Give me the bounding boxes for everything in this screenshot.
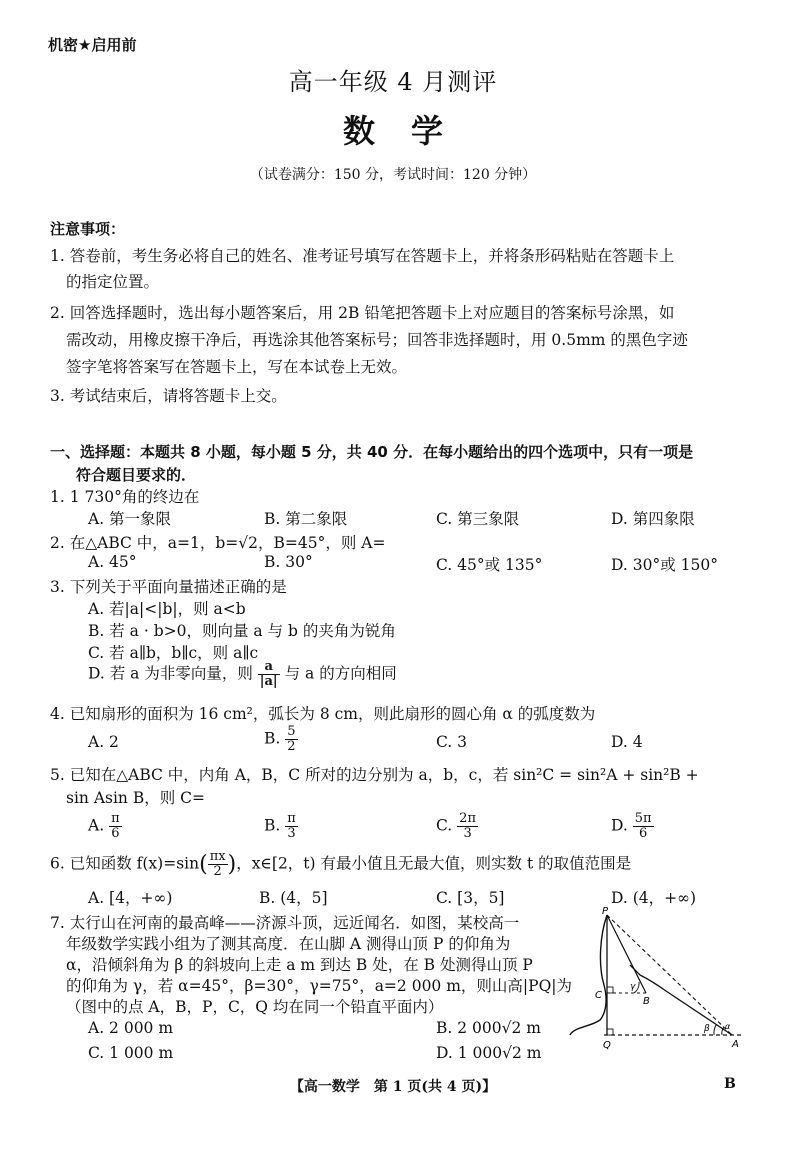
q5-d-numerator: 5π: [634, 811, 652, 826]
notice-line: 需改动，用橡皮擦干净后，再选涂其他答案标号；回答非选择题时，用 0.5mm 的黑色字迹: [66, 331, 688, 349]
question-7-line: 年级数学实践小组为了测其高度．在山脚 A 测得山顶 P 的仰角为: [66, 935, 511, 953]
angle-gamma-label: γ: [630, 982, 636, 992]
subject-title: 数学: [342, 112, 479, 150]
point-p-label: P: [602, 906, 609, 917]
question-7-line: 7. 太行山在河南的最高峰——济源斗顶，远近闻名．如图，某校高一: [50, 914, 520, 932]
q3-option-b: B. 若 a · b>0，则向量 a 与 b 的夹角为锐角: [88, 622, 396, 640]
q5-b-prefix: B.: [264, 816, 281, 835]
q5-option-a: [88, 812, 122, 841]
notice-heading: 注意事项：: [50, 220, 126, 238]
q7-option-b: B. 2 000√2 m: [436, 1019, 541, 1037]
q1-option-b: B. 第二象限: [264, 510, 348, 528]
point-c-label: C: [595, 990, 602, 1001]
q5-d-prefix: D.: [611, 816, 628, 835]
q6-option-c: C. [3，5]: [436, 889, 505, 907]
mountain-outline: [570, 915, 607, 1035]
q6-left-paren: (: [199, 852, 208, 877]
question-1-stem: 1. 1 730°角的终边在: [50, 488, 200, 506]
point-b-label: B: [643, 996, 650, 1007]
right-angle-c: [607, 987, 613, 993]
q7-option-c: C. 1 000 m: [88, 1044, 174, 1062]
angle-alpha-label: α: [725, 1022, 731, 1031]
q5-d-fraction: [633, 812, 654, 841]
q4-b-numerator: 5: [287, 724, 296, 739]
q5-a-numerator: π: [111, 811, 120, 826]
q6-option-a: A. [4，+∞): [88, 889, 173, 907]
page-footer: 【高一数学 第 1 页(共 4 页)】: [289, 1079, 497, 1095]
notice-line: 1. 答卷前，考生务必将自己的姓名、准考证号填写在答题卡上，并将条形码粘贴在答题卡上: [50, 247, 675, 265]
section-heading: [50, 441, 740, 487]
q6-stem-prefix: 6. 已知函数 f(x)=sin: [50, 854, 200, 873]
q7-option-d: D. 1 000√2 m: [436, 1044, 542, 1062]
notice-line: 的指定位置。: [66, 273, 160, 291]
q3-d-suffix: 与 a 的方向相同: [284, 664, 397, 683]
q5-option-c: [436, 812, 478, 841]
q4-option-b: [264, 725, 298, 754]
q5-a-prefix: A.: [88, 816, 105, 835]
question-6-stem: [50, 850, 631, 879]
point-q-label: Q: [603, 1040, 611, 1051]
notice-line: 2. 回答选择题时，选出每小题答案后，用 2B 铅笔把答题卡上对应题目的答案标号涂黑，如: [50, 304, 675, 322]
question-7-line: （图中的点 A，B，P，C，Q 均在同一个铅直平面内）: [66, 998, 444, 1016]
question-5-stem-1: 5. 已知在△ABC 中，内角 A，B，C 所对的边分别为 a，b，c，若 sin²C = sin²A + sin²B +: [50, 766, 699, 784]
point-a-label: A: [732, 1039, 739, 1050]
q4-option-c: C. 3: [436, 733, 468, 751]
q3-option-d: [88, 660, 397, 689]
line-pa: [607, 915, 732, 1035]
q5-c-numerator: 2π: [459, 811, 476, 826]
q3-d-numerator: a: [258, 660, 280, 675]
q5-c-prefix: C.: [436, 816, 453, 835]
q1-option-d: D. 第四象限: [611, 510, 695, 528]
q4-b-denominator: 2: [287, 739, 296, 754]
section-line-2: 符合题目要求的．: [76, 466, 197, 484]
angle-beta-arc: [714, 1025, 716, 1035]
q2-option-d: D. 30°或 150°: [611, 556, 718, 574]
q4-option-a: A. 2: [88, 733, 119, 751]
q5-a-denominator: 6: [111, 826, 120, 841]
q5-c-fraction: [457, 812, 478, 841]
q4-option-d: D. 4: [611, 733, 643, 751]
q2-option-c: C. 45°或 135°: [436, 556, 543, 574]
q3-d-prefix: D. 若 a 为非零向量，则: [88, 664, 253, 683]
question-7-line: 的仰角为 γ，若 α=45°，β=30°，γ=75°，a=2 000 m，则山高|PQ|为: [66, 977, 572, 995]
mountain-figure: [560, 905, 750, 1053]
q1-option-c: C. 第三象限: [436, 510, 520, 528]
notice-line: 签字笔将答案写在答题卡上，写在本试卷上无效。: [66, 358, 408, 376]
q6-fraction: [208, 850, 228, 879]
score-info: （试卷满分：150 分，考试时间：120 分钟）: [249, 167, 537, 183]
question-5-stem-2: sin Asin B，则 C=: [66, 789, 206, 807]
line-pb: [607, 915, 646, 993]
q5-option-b: [264, 812, 298, 841]
question-4-stem: 4. 已知扇形的面积为 16 cm²，弧长为 8 cm，则此扇形的圆心角 α 的弧度数为: [50, 705, 596, 723]
question-3-stem: 3. 下列关于平面向量描述正确的是: [50, 578, 287, 596]
q5-b-denominator: 3: [287, 826, 296, 841]
paper-version: B: [724, 1076, 736, 1092]
q5-c-denominator: 3: [463, 826, 472, 841]
q6-denominator: 2: [213, 864, 222, 879]
q5-d-denominator: 6: [639, 826, 648, 841]
question-7-line: α，沿倾斜角为 β 的斜坡向上走 a m 到达 B 处，在 B 处测得山顶 P: [66, 956, 533, 974]
q5-option-d: [611, 812, 654, 841]
q2-option-a: A. 45°: [88, 553, 137, 571]
q4-b-fraction: [285, 725, 297, 754]
q6-numerator: πx: [209, 849, 226, 864]
q6-right-paren: ): [227, 852, 237, 877]
section-line-1: 一、选择题：本题共 8 小题，每小题 5 分，共 40 分．在每小题给出的四个选项中，只有一项是: [50, 443, 694, 461]
q7-option-a: A. 2 000 m: [88, 1019, 174, 1037]
exam-title: 高一年级 4 月测评: [288, 68, 498, 96]
q6-option-b: B. (4，5]: [259, 889, 328, 907]
confidential-label: 机密★启用前: [48, 36, 137, 54]
q5-b-fraction: [285, 812, 298, 841]
q6-option-d: D. (4，+∞): [611, 889, 697, 907]
q3-option-c: C. 若 a∥b，b∥c，则 a∥c: [88, 644, 259, 662]
question-2-stem: 2. 在△ABC 中，a=1，b=√2，B=45°，则 A=: [50, 534, 386, 552]
angle-beta-label: β: [704, 1024, 710, 1034]
q1-option-a: A. 第一象限: [88, 510, 172, 528]
notice-line: 3. 考试结束后，请将答题卡上交。: [50, 387, 287, 405]
q3-option-a: A. 若|a|<|b|，则 a<b: [88, 600, 246, 618]
q5-b-numerator: π: [287, 811, 296, 826]
q4-b-prefix: B.: [264, 729, 281, 748]
q3-d-fraction: [258, 660, 280, 689]
q2-option-b: B. 30°: [264, 553, 313, 571]
q5-a-fraction: [109, 812, 122, 841]
q6-stem-suffix: ，x∈[2，t) 有最小值且无最大值，则实数 t 的取值范围是: [236, 854, 632, 873]
right-angle-q: [607, 1029, 613, 1035]
q3-d-denominator: |a|: [259, 674, 278, 689]
